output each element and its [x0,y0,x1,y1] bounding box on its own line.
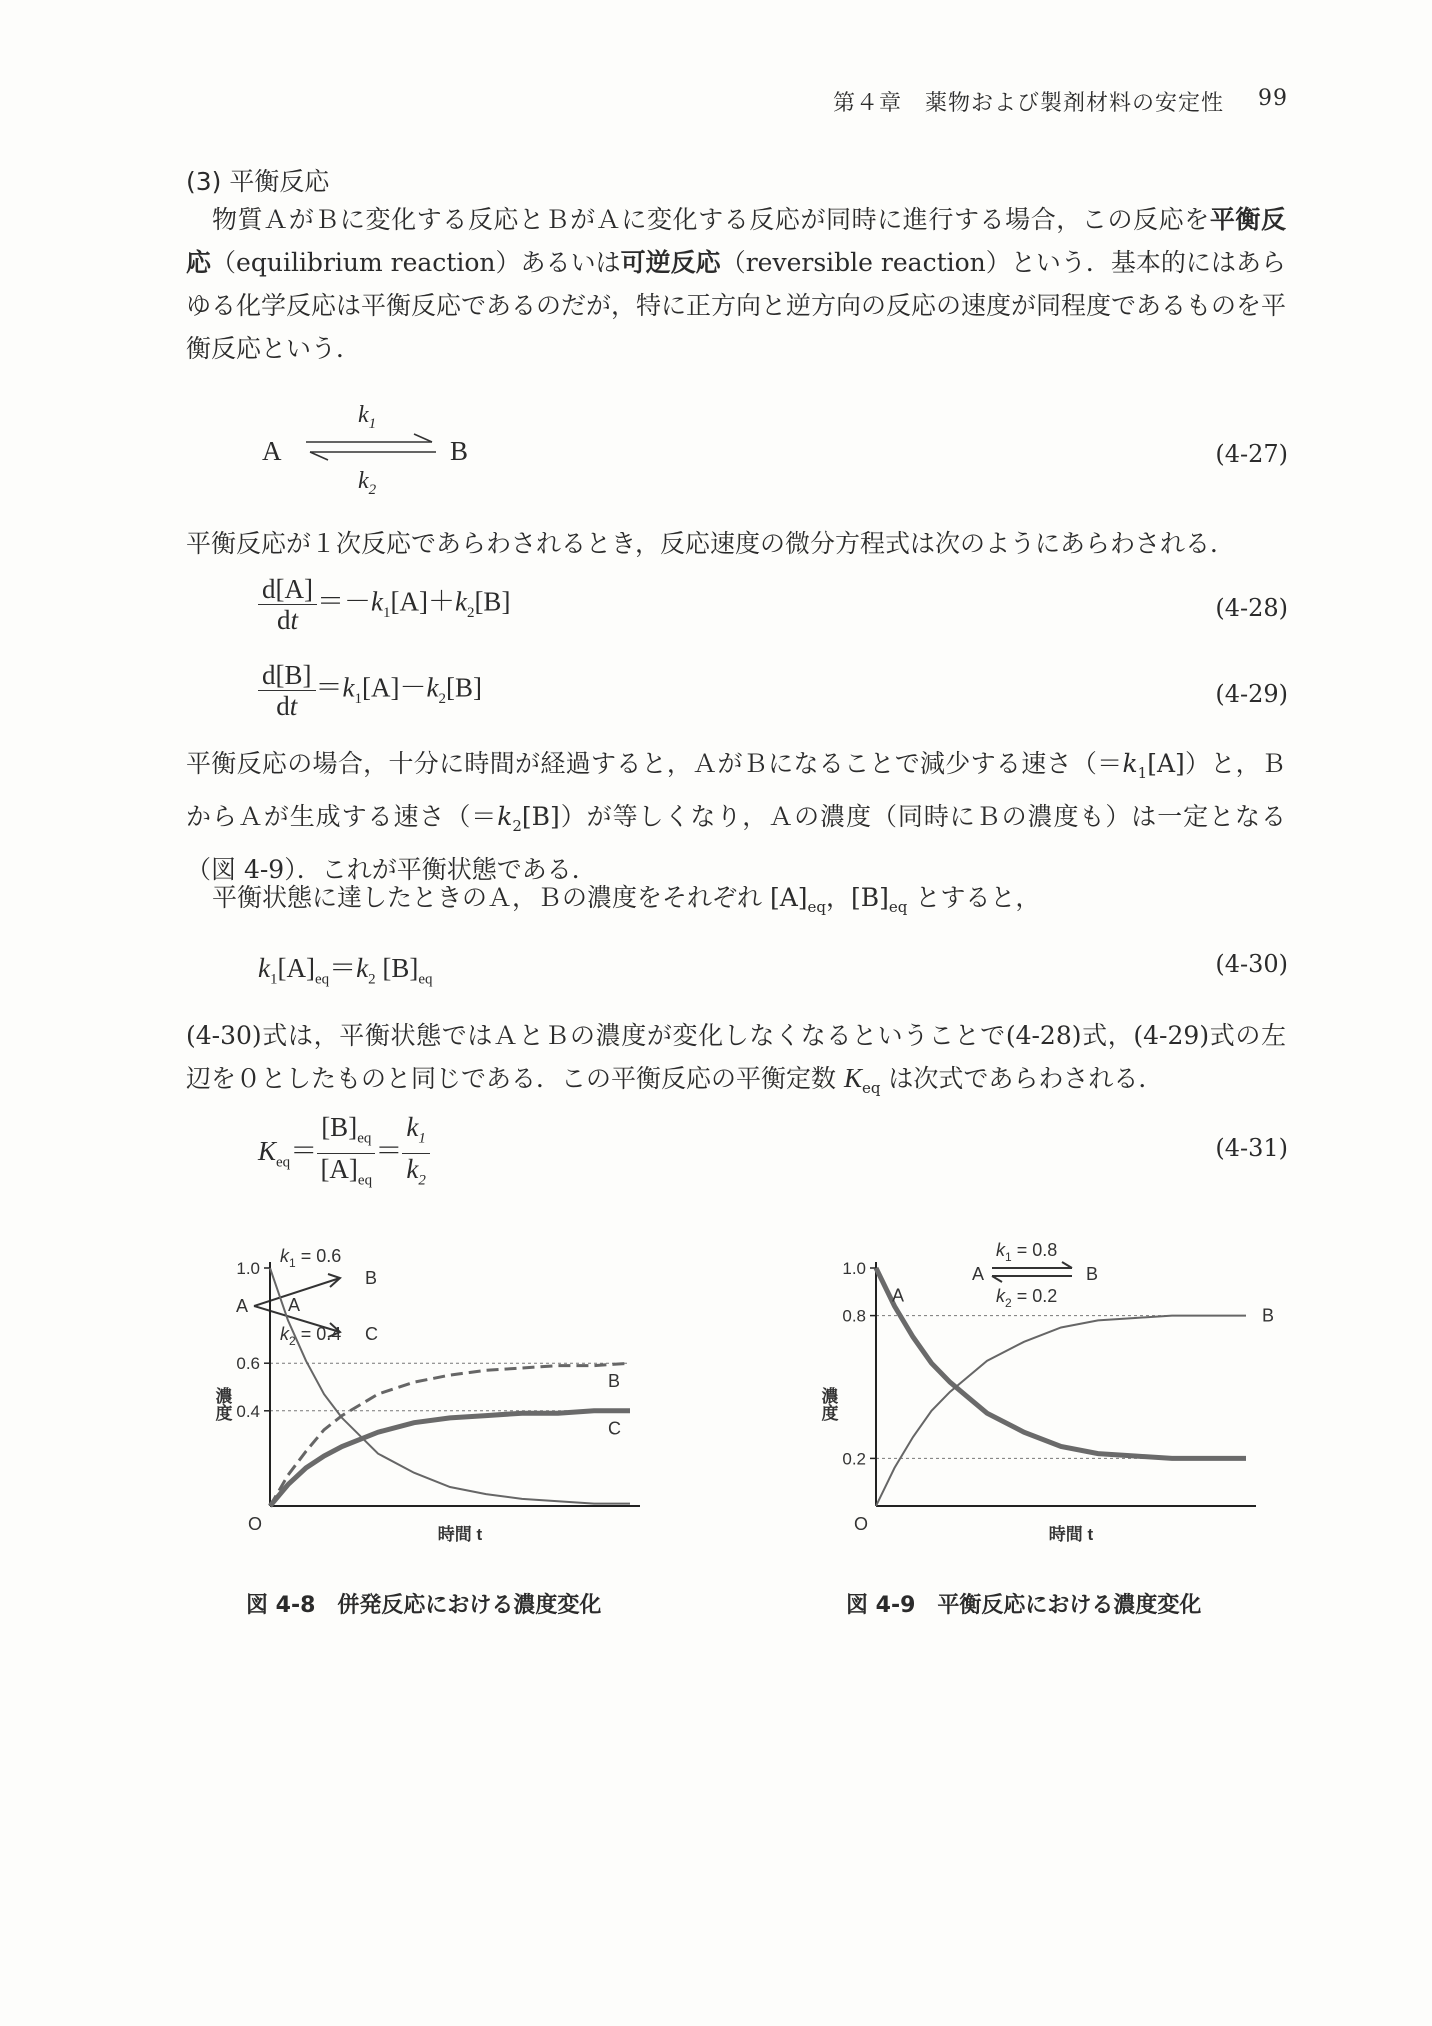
series-a-line [270,1268,630,1504]
operator: ＝ [315,672,343,703]
operator: ＝ [329,953,357,983]
subscript: 2 [289,1334,296,1348]
paragraph-2: 平衡反応が１次反応であらわされるとき，反応速度の微分方程式は次のようにあらわされる． [186,529,1236,558]
subscript: 2 [438,691,446,708]
subscript: eq [357,1172,373,1189]
k: k [1122,749,1138,778]
scheme-a-label: A [236,1296,249,1316]
equilibrium-arrows-icon [992,1262,1072,1282]
term: [A] [320,1154,358,1185]
text: [B]）が等しくなり，Ａの濃度（同時にＢの濃度も）は一定となる（図 4-9）．これが平衡状態である． [186,802,1286,884]
paragraph-4 [186,876,1286,929]
numerator [402,1112,429,1154]
subscript: 2 [418,1172,426,1189]
chapter-number: 第４章 [832,91,902,116]
k: k [358,402,369,428]
text: 平衡反応の場合，十分に時間が経過すると，ＡがＢになることで減少する速さ（＝ [186,749,1123,778]
series-b-line [270,1363,630,1506]
text: は次式であらわされる． [880,1064,1164,1093]
term: [B] [321,1112,358,1142]
series-a-label: A [288,1294,301,1315]
value: = 0.8 [1011,1240,1058,1260]
paragraph-3 [186,742,1286,891]
scheme-k2-label [996,1286,1057,1310]
numerator [317,1112,375,1154]
derivative [258,574,317,635]
k: k [406,1112,419,1142]
species-a: A [262,436,282,466]
text: （equilibrium reaction）あるいは [211,248,621,277]
equation-number: (4-31) [1215,1134,1288,1162]
series-a-line [876,1268,1246,1458]
equation-4-29 [258,660,482,721]
figure-4-9-chart [790,1240,1275,1570]
subscript: 2 [1005,1296,1012,1310]
y-tick-label: 0.4 [236,1401,260,1421]
term: [B] [474,586,511,617]
scheme-k1-label [996,1240,1057,1264]
y-tick-label: 0.2 [842,1449,866,1469]
k: k [426,672,439,703]
origin-label: O [854,1514,869,1534]
y-tick-label: 1.0 [236,1259,260,1278]
denominator [402,1154,429,1195]
text: ，[B] [826,883,889,912]
k: k [342,672,355,703]
k-symbol: K [258,1136,277,1167]
k: k [497,802,513,831]
species-b: B [450,436,469,466]
series-c-label: C [608,1418,621,1439]
fraction [402,1112,429,1196]
operator: ＝－ [316,586,371,617]
d: d [276,691,290,721]
figure-4-9-caption: 図 4-9 平衡反応における濃度変化 [846,1593,1202,1618]
subscript: eq [807,898,826,916]
text: (4-30)式は，平衡状態ではＡとＢの濃度が変化しなくなるということで(4-28)式，(4-29)式の左辺を０としたものと同じである．この平衡反応の平衡定数 [186,1021,1286,1093]
series-b-label: B [1262,1305,1275,1326]
term-equilibrium: 平衡反応 [186,205,1286,277]
equation-number: (4-27) [1215,440,1288,468]
operator: ＝ [375,1136,403,1167]
operator: ＝ [290,1136,318,1167]
paragraph-5 [186,1014,1286,1110]
series-c-line [270,1411,630,1506]
k: k [996,1240,1005,1260]
origin-label: O [248,1514,263,1534]
subscript: eq [861,1079,881,1097]
equation-number: (4-29) [1215,680,1288,708]
numerator: d[A] [258,574,317,605]
chapter-title: 薬物および製剤材料の安定性 [924,91,1224,116]
paragraph-1 [186,198,1286,370]
header-chapter-title [833,86,1224,117]
subscript: 2 [466,605,475,622]
text: [A]）と，ＢからＡが生成する速さ（＝ [186,749,1286,831]
series-b-label: B [608,1371,621,1391]
term: [B] [445,672,482,703]
term: [B] [375,953,419,983]
subscript: eq [418,971,433,988]
x-axis-label: 時間 t [437,1525,483,1544]
k: k [454,586,467,617]
subscript: 1 [289,1256,296,1270]
equation-4-28 [258,574,510,635]
k: k [996,1286,1005,1306]
numerator: d[B] [258,660,316,691]
subscript: 1 [382,605,391,622]
rate-k1 [358,402,376,433]
y-tick-label: 1.0 [842,1259,866,1278]
value: = 0.2 [1011,1286,1058,1306]
equilibrium-arrows-icon [302,432,442,462]
y-tick-label: 0.8 [842,1306,866,1326]
subscript: 1 [269,971,278,988]
term: [A]＋ [390,586,455,617]
y-axis-label: 濃度 [818,1387,838,1421]
k: k [280,1246,289,1266]
y-tick-label: 0.6 [236,1354,260,1374]
k-symbol: K [843,1063,862,1093]
subscript: eq [357,1130,372,1147]
equation-4-27 [262,402,1292,498]
k: k [356,953,369,983]
x-axis-label: 時間 t [1048,1525,1094,1544]
term-reversible: 可逆反応 [620,248,721,277]
term: [A] [277,953,315,983]
equation-number: (4-28) [1215,594,1288,622]
k: k [370,586,383,617]
subscript: 2 [368,971,376,988]
subscript: 1 [354,691,362,708]
scheme-k1-label [280,1246,341,1270]
value: = 0.6 [295,1246,342,1266]
scheme-a-label: A [972,1264,985,1284]
k: k [406,1154,419,1185]
subscript: 2 [512,817,522,835]
denominator [258,605,317,635]
text: 平衡状態に達したときのＡ，Ｂの濃度をそれぞれ [A] [212,883,808,912]
k: k [258,953,270,983]
k: k [358,468,369,494]
series-a-label: A [892,1285,905,1306]
term: [A]－ [361,672,427,703]
denominator [258,691,316,721]
section-title: (3) 平衡反応 [186,167,330,196]
subscript: eq [888,898,908,916]
subscript: 2 [368,481,377,498]
rate-k2 [358,468,376,499]
derivative [258,660,316,721]
figure-4-8-caption: 図 4-8 併発反応における濃度変化 [246,1593,602,1618]
subscript: 1 [1137,764,1148,782]
series-b-line [876,1316,1246,1506]
equation-number: (4-30) [1215,950,1288,978]
variable-t: t [289,691,298,721]
equation-4-30 [258,946,433,988]
text: とすると， [907,883,1041,912]
denominator [317,1154,375,1195]
text: （reversible reaction）という．基本的にはあらゆる化学反応は平衡反応であるのだが，特に正方向と逆方向の反応の速度が同程度であるものを平衡反応という． [186,248,1287,363]
scheme-b-label: B [365,1268,378,1288]
y-axis-label: 濃度 [212,1387,232,1421]
variable-t: t [290,605,298,635]
equation-4-31 [258,1112,430,1196]
scheme-b-label: B [1086,1264,1099,1284]
subscript: eq [276,1154,291,1171]
subscript: eq [314,971,330,988]
d: d [276,605,291,635]
text: 物質ＡがＢに変化する反応とＢがＡに変化する反応が同時に進行する場合，この反応を [212,205,1210,234]
subscript: 1 [418,1130,426,1147]
scheme-c-label: C [365,1324,378,1344]
fraction [317,1112,375,1196]
k: k [280,1324,289,1344]
subscript: 1 [368,415,377,432]
figure-4-8-chart [200,1240,670,1570]
page-number: 99 [1258,86,1288,111]
value: = 0.4 [295,1324,342,1344]
subscript: 1 [1005,1250,1012,1264]
running-header [800,86,1288,117]
